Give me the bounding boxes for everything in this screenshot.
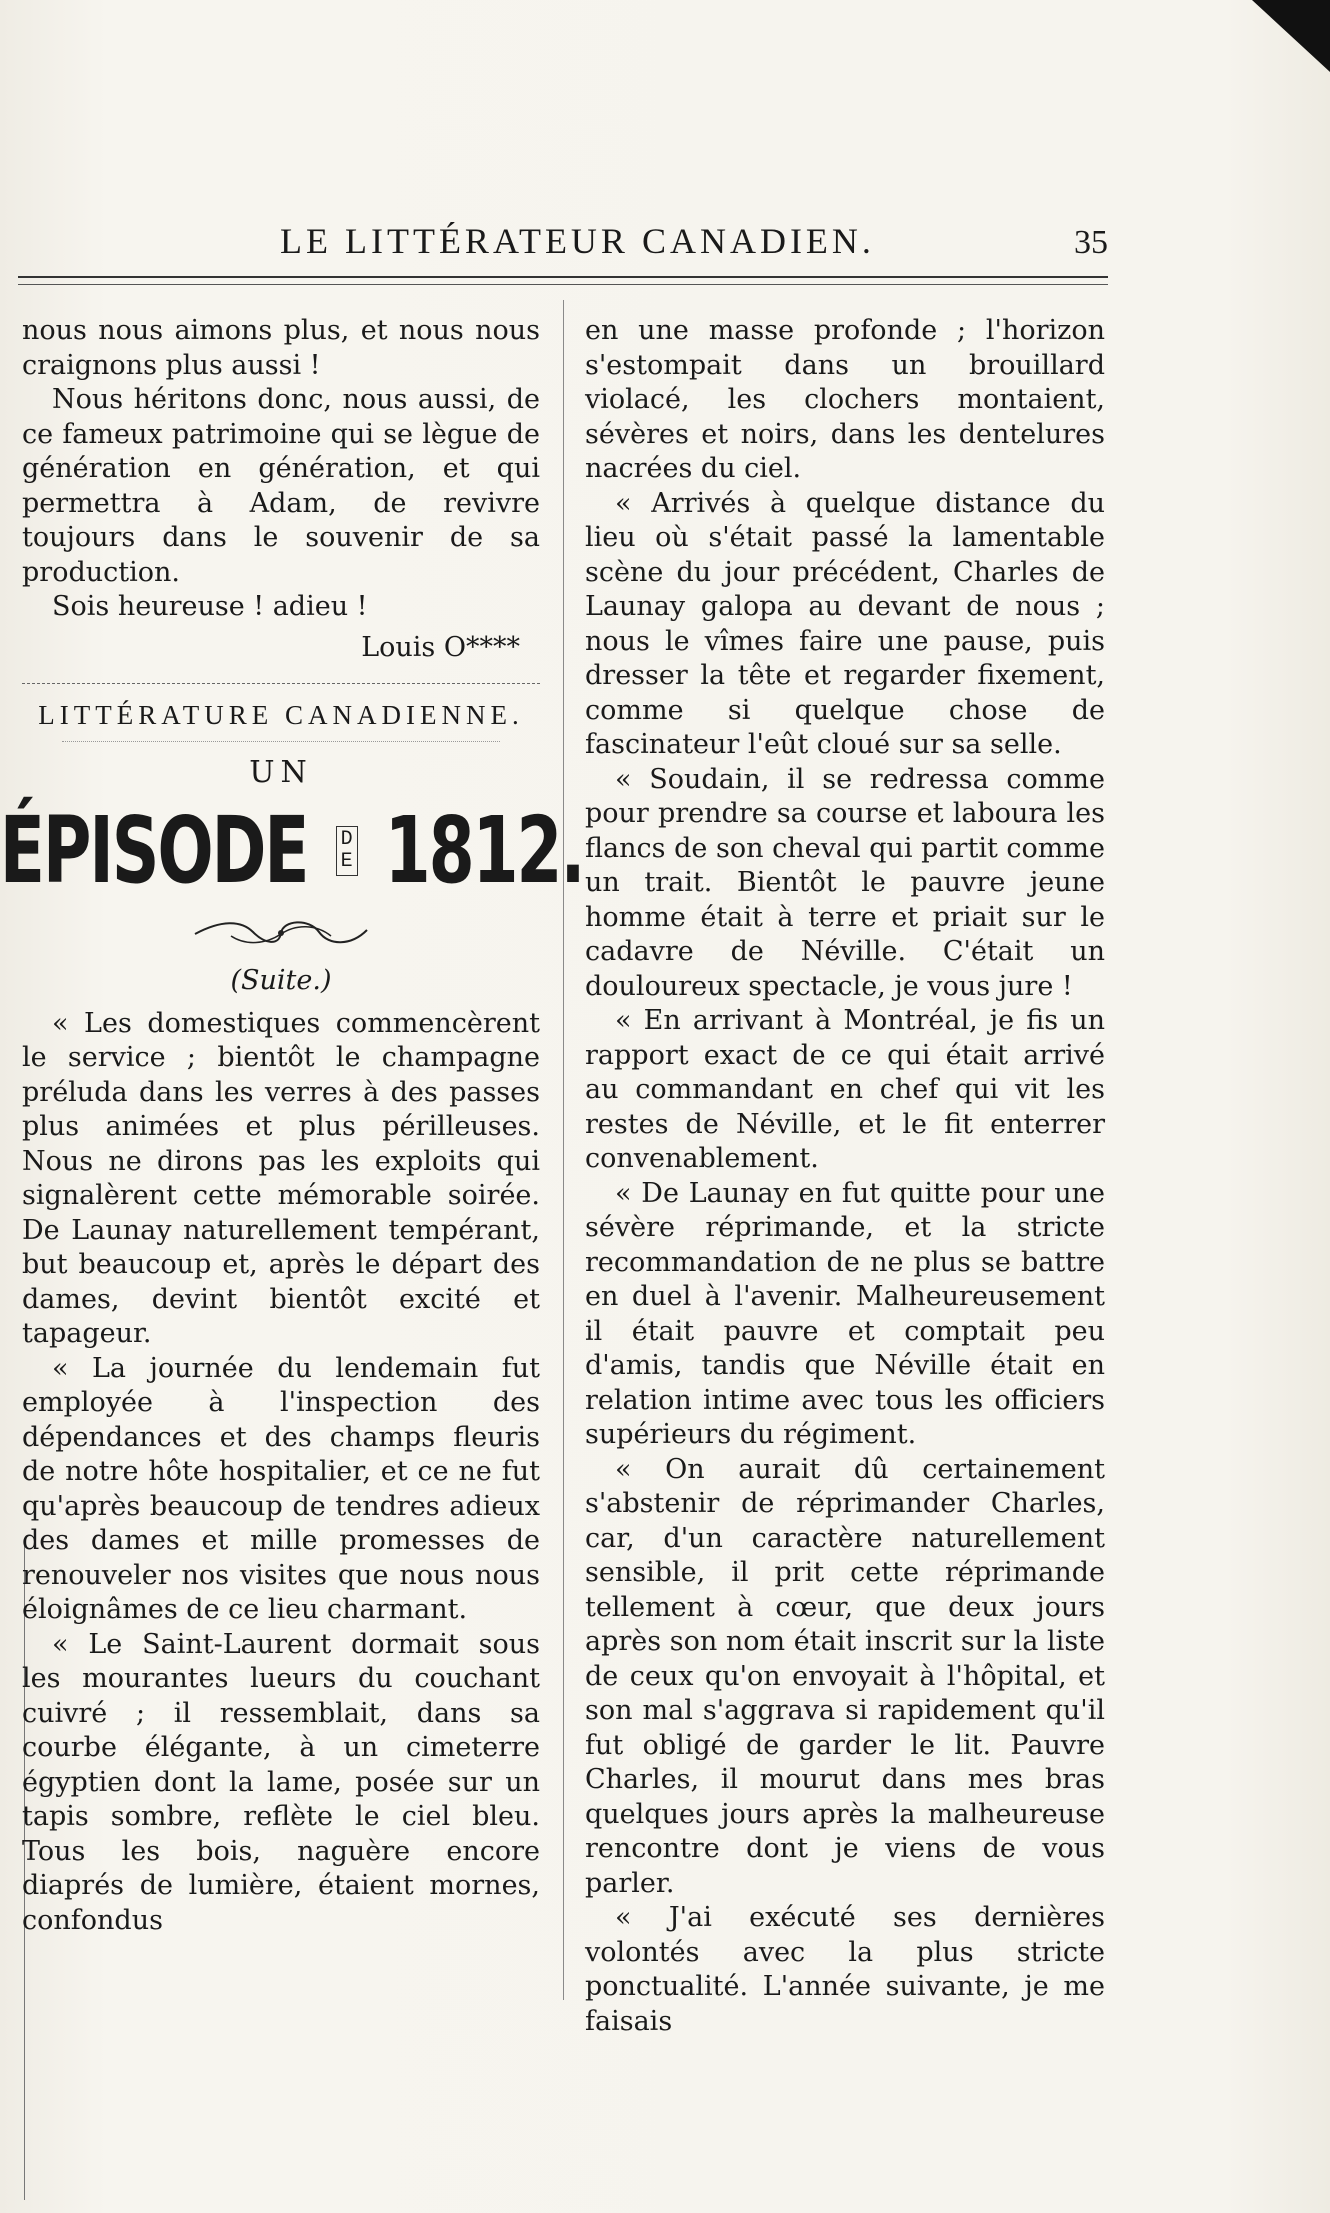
paragraph: « Le Saint-Laurent dormait sous les mourantes lueurs du couchant cuivré ; il ressemblait, dans sa courbe élégante, à un cimeterre égyptien dont la lame, posée sur un tapis sombre, reflète le ciel bleu. Tous les bois, naguère encore diaprés de lumière, étaient mornes, confondus bbox=[22, 1628, 540, 1936]
continued-text: nous nous aimons plus, et nous nous craignons plus aussi ! bbox=[22, 315, 540, 381]
ornament-flourish-icon bbox=[191, 916, 371, 950]
section-title: LITTÉRATURE CANADIENNE. bbox=[38, 700, 524, 730]
right-column bbox=[585, 314, 1105, 2039]
paragraph: « J'ai exécuté ses dernières volontés avec la plus stricte ponctualité. L'année suivante, je me faisais bbox=[585, 1902, 1105, 2037]
section-subrule bbox=[62, 741, 500, 742]
article-title-year: 1812. bbox=[384, 797, 583, 904]
torn-corner bbox=[1252, 0, 1330, 72]
paragraph: « Les domestiques commencèrent le service ; bientôt le champagne préluda dans les verres à des passes plus animées et plus périlleuses. Nous ne dirons pas les exploits qui signalèrent cette mémorable soirée. De Launay naturellement tempérant, but beaucoup et, après le départ des dames, devint bientôt excité et tapageur. bbox=[22, 1007, 540, 1349]
paragraph: Sois heureuse ! adieu ! bbox=[52, 591, 368, 622]
article-title-de bbox=[336, 826, 358, 876]
paragraph: « Arrivés à quelque distance du lieu où s'était passé la lamentable scène du jour précédent, Charles de Launay galopa au devant de nous ; nous le vîmes faire une pause, puis dresser la tête et regarder fixement, comme si quelque chose de fascinateur l'eût cloué sur sa selle. bbox=[585, 487, 1105, 760]
paragraph: « Soudain, il se redressa comme pour prendre sa course et laboura les flancs de son cheval qui partit comme un trait. Bientôt le pauvre jeune homme était à terre et priait sur le cadavre de Néville. C'était un douloureux spectacle, je vous jure ! bbox=[585, 763, 1105, 1002]
article-title-de-letter: E bbox=[340, 850, 353, 873]
page-header bbox=[18, 220, 1108, 262]
paragraph: Nous héritons donc, nous aussi, de ce fameux patrimoine qui se lègue de génération en génération, et qui permettra à Adam, de revivre toujours dans le souvenir de sa production. bbox=[22, 384, 540, 588]
paragraph: « En arrivant à Montréal, je fis un rapport exact de ce qui était arrivé au commandant en chef qui vit les restes de Néville, et le fit enterrer convenablement. bbox=[585, 1005, 1105, 1174]
paragraph: « La journée du lendemain fut employée à l'inspection des dépendances et des champs fleuris de notre hôte hospitalier, et ce ne fut qu'après beaucoup de tendres adieux des dames et mille promesses de renouveler nos visites que nous nous éloignâmes de ce lieu charmant. bbox=[22, 1352, 540, 1625]
article-title bbox=[0, 796, 583, 906]
paragraph: « De Launay en fut quitte pour une sévère réprimande, et la stricte recommandation de ne plus se battre en duel à l'avenir. Malheureusement il était pauvre et comptait peu d'amis, tandis que Néville était en relation intime avec tous les officiers supérieurs du régiment. bbox=[585, 1177, 1105, 1450]
left-column bbox=[0, 314, 583, 1938]
paragraph: en une masse profonde ; l'horizon s'estompait dans un brouillard violacé, les clochers montaient, sévères et noirs, dans les dentelures nacrées du ciel. bbox=[585, 315, 1105, 484]
section-separator bbox=[22, 683, 540, 684]
article-title-de-letter: D bbox=[340, 828, 353, 851]
column-divider bbox=[563, 300, 564, 2000]
signature: Louis O**** bbox=[361, 631, 520, 663]
article-title-word: ÉPISODE bbox=[0, 797, 308, 904]
paragraph: « On aurait dû certainement s'abstenir de réprimander Charles, car, d'un caractère naturellement sensible, il prit cette réprimande tellement à cœur, que deux jours après son nom était inscrit sur la liste de ceux qu'on envoyait à l'hôpital, et son mal s'aggrava si rapidement qu'il fut obligé de garder le lit. Pauvre Charles, il mourut dans mes bras quelques jours après la malheureuse rencontre dont je viens de vous parler. bbox=[585, 1453, 1105, 1899]
page-number: 35 bbox=[1074, 224, 1108, 261]
header-rule bbox=[18, 276, 1108, 285]
continued-label: (Suite.) bbox=[230, 965, 332, 996]
running-title: LE LITTÉRATEUR CANADIEN. bbox=[280, 221, 875, 261]
article-title-un: UN bbox=[249, 754, 313, 790]
